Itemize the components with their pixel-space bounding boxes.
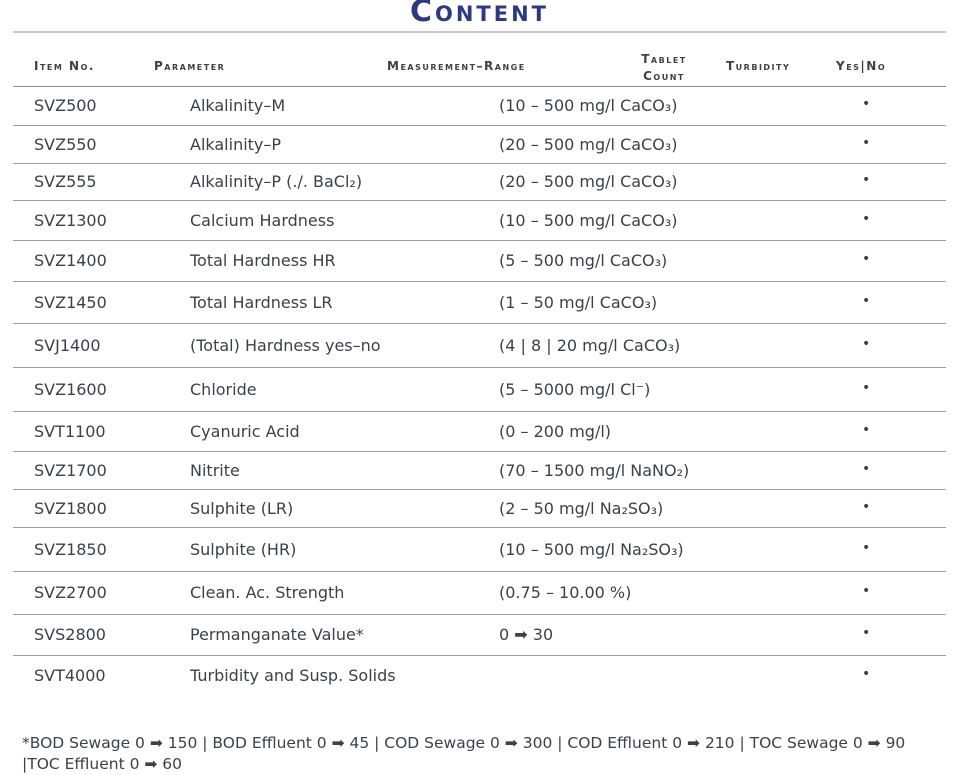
yes-no-cell: • — [862, 625, 871, 641]
parameter-cell: Total Hardness HR — [190, 251, 336, 270]
measurement-range-cell: (10 – 500 mg/l Na₂SO₃) — [499, 539, 684, 559]
table-row — [13, 202, 946, 241]
row-divider — [13, 571, 946, 572]
yes-no-cell: • — [862, 666, 871, 682]
item-no-cell: SVZ555 — [34, 172, 97, 191]
table-row — [13, 453, 946, 490]
parameter-cell: Turbidity and Susp. Solids — [190, 666, 396, 685]
parameter-cell: Chloride — [190, 379, 257, 399]
footnote: *BOD Sewage 0 ➡ 150 | BOD Effluent 0 ➡ 45 | COD Sewage 0 ➡ 300 | COD Effluent 0 ➡ 210 | TOC Sewage 0 ➡ 90 |TOC Effluent 0 ➡ 60 — [22, 734, 906, 773]
measurement-range-cell: (4 | 8 | 20 mg/l CaCO₃) — [499, 335, 681, 355]
row-divider — [13, 367, 946, 368]
table-row — [13, 283, 946, 324]
measurement-range-cell: (5 – 500 mg/l CaCO₃) — [499, 251, 668, 270]
measurement-range-cell: 0 ➡ 30 — [499, 625, 554, 644]
parameter-cell: Clean. Ac. Strength — [190, 583, 345, 602]
table-row — [13, 529, 946, 572]
row-divider — [13, 489, 946, 490]
measurement-range-cell: (10 – 500 mg/l CaCO₃) — [499, 210, 678, 230]
yes-no-cell: • — [862, 539, 871, 556]
row-divider — [13, 163, 946, 164]
yes-no-cell: • — [862, 134, 871, 151]
header-measurement-range: Measurement–Range — [387, 59, 526, 73]
row-divider — [13, 125, 946, 126]
item-no-cell: SVZ1450 — [34, 292, 107, 312]
table-row — [13, 657, 946, 697]
table-row — [13, 413, 946, 452]
parameter-cell: Permanganate Value* — [190, 625, 364, 644]
table-row — [13, 242, 946, 282]
yes-no-cell: • — [862, 460, 871, 477]
item-no-cell: SVZ550 — [34, 134, 97, 154]
item-no-cell: SVT1100 — [34, 421, 106, 441]
parameter-cell: Alkalinity–P (./. BaCl₂) — [190, 172, 363, 191]
item-no-cell: SVZ1400 — [34, 251, 107, 270]
measurement-range-cell: (5 – 5000 mg/l Cl⁻) — [499, 379, 651, 399]
header-tablet-count: Tablet Count — [641, 52, 687, 83]
yes-no-cell: • — [862, 583, 871, 599]
header-item-no: Item No. — [34, 59, 95, 73]
parameter-cell: Total Hardness LR — [190, 292, 333, 312]
table-row — [13, 573, 946, 615]
table-row — [13, 165, 946, 201]
measurement-range-cell: (0 – 200 mg/l) — [499, 421, 612, 441]
item-no-cell: SVZ1300 — [34, 210, 107, 230]
yes-no-cell: • — [862, 379, 871, 396]
yes-no-cell: • — [862, 421, 871, 438]
table-row — [13, 369, 946, 412]
parameter-cell: Sulphite (LR) — [190, 498, 294, 518]
item-no-cell: SVZ2700 — [34, 583, 107, 602]
row-divider — [13, 655, 946, 656]
item-no-cell: SVZ1600 — [34, 379, 107, 399]
yes-no-cell: • — [862, 210, 871, 227]
item-no-cell: SVZ1800 — [34, 498, 107, 518]
yes-no-cell: • — [862, 335, 871, 352]
yes-no-cell: • — [862, 292, 871, 309]
header-yes-no: Yes|No — [836, 59, 887, 73]
row-divider — [13, 240, 946, 241]
row-divider — [13, 323, 946, 324]
parameter-cell: Alkalinity–P — [190, 134, 282, 154]
header-divider — [13, 86, 946, 87]
measurement-range-cell: (10 – 500 mg/l CaCO₃) — [499, 96, 678, 115]
table-row — [13, 88, 946, 126]
row-divider — [13, 411, 946, 412]
item-no-cell: SVZ1700 — [34, 460, 107, 480]
yes-no-cell: • — [862, 96, 871, 112]
table-row — [13, 616, 946, 656]
item-no-cell: SVS2800 — [34, 625, 106, 644]
header-turbidity: Turbidity — [726, 59, 791, 73]
page-title: Content — [409, 0, 549, 29]
item-no-cell: SVZ1850 — [34, 539, 107, 559]
measurement-range-cell: (70 – 1500 mg/l NaNO₂) — [499, 460, 690, 480]
row-divider — [13, 451, 946, 452]
yes-no-cell: • — [862, 172, 871, 188]
measurement-range-cell: (20 – 500 mg/l CaCO₃) — [499, 172, 678, 191]
measurement-range-cell: (20 – 500 mg/l CaCO₃) — [499, 134, 678, 154]
row-divider — [13, 527, 946, 528]
row-divider — [13, 614, 946, 615]
parameter-cell: Calcium Hardness — [190, 210, 335, 230]
item-no-cell: SVJ1400 — [34, 335, 101, 355]
table-row — [13, 325, 946, 368]
measurement-range-cell: (0.75 – 10.00 %) — [499, 583, 632, 602]
table-row — [13, 127, 946, 164]
header-parameter: Parameter — [154, 59, 226, 73]
yes-no-cell: • — [862, 251, 871, 267]
parameter-cell: Nitrite — [190, 460, 240, 480]
yes-no-cell: • — [862, 498, 871, 515]
row-divider — [13, 200, 946, 201]
parameter-cell: Sulphite (HR) — [190, 539, 297, 559]
parameter-cell: Alkalinity–M — [190, 96, 286, 115]
item-no-cell: SVZ500 — [34, 96, 97, 115]
measurement-range-cell: (1 – 50 mg/l CaCO₃) — [499, 292, 658, 312]
title-divider — [13, 31, 946, 33]
table-row — [13, 491, 946, 528]
measurement-range-cell: (2 – 50 mg/l Na₂SO₃) — [499, 498, 664, 518]
parameter-cell: (Total) Hardness yes–no — [190, 335, 381, 355]
row-divider — [13, 281, 946, 282]
item-no-cell: SVT4000 — [34, 666, 106, 685]
parameter-cell: Cyanuric Acid — [190, 421, 300, 441]
